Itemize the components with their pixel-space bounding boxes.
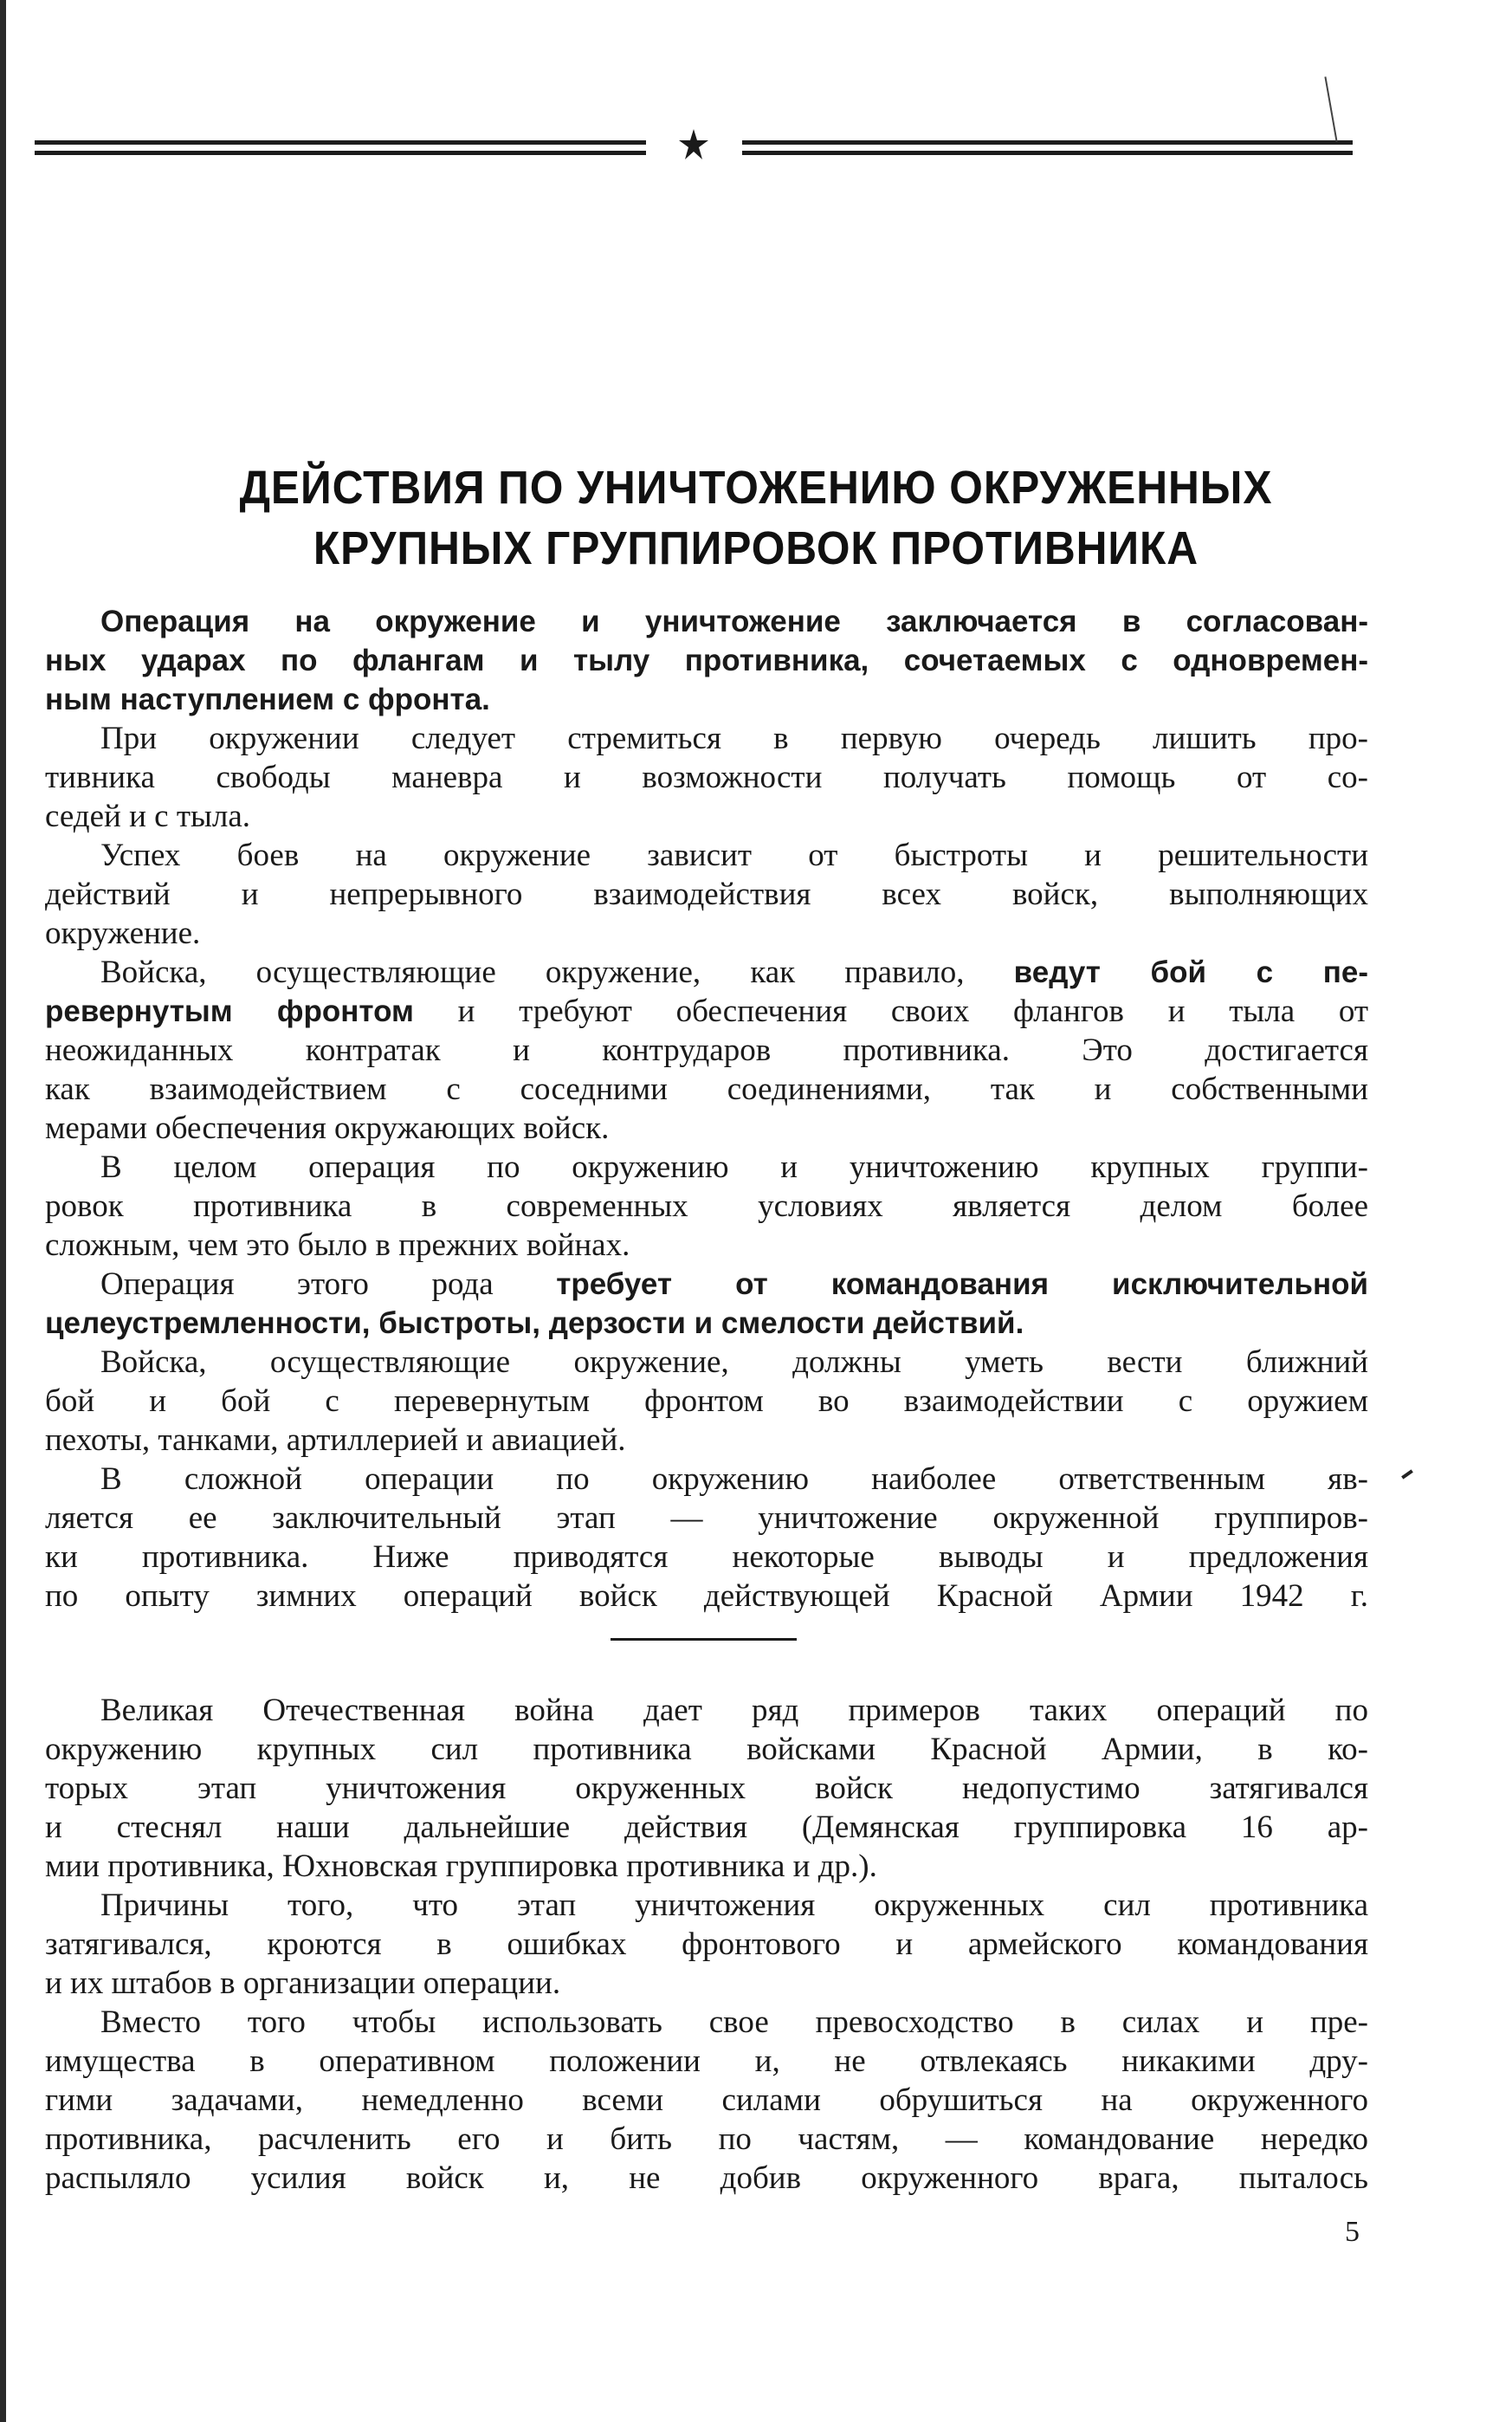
title-line-2: КРУПНЫХ ГРУППИРОВОК ПРОТИВНИКА [313,522,1199,574]
text-line: окружение. [45,916,201,951]
page-title [61,457,1451,579]
text-line: Причины того, что этап уничтожения окруженных сил противника [100,1888,1368,1923]
text-line: ных ударах по флангам и тылу противника, сочетаемых с одновремен- [45,644,1368,677]
text-line: как взаимодействием с соседними соединениями, так и собственными [45,1072,1368,1107]
header-rule-left-bottom [35,151,646,155]
text-line: окружению крупных сил противника войсками Красной Армии, в ко- [45,1732,1368,1767]
text-line: неожиданных контратак и контрударов противника. Это достигается [45,1033,1368,1068]
pencil-tick [1401,1469,1413,1479]
text-line [45,992,1368,1031]
text-line: мии противника, Юхновская группировка противника и др.). [45,1849,877,1884]
text-run: Войска, осуществляющие окружение, как правило, [100,955,965,990]
text-line: Вместо того чтобы использовать свое превосходство в силах и пре- [100,2004,1368,2040]
page-number: 5 [1345,2216,1360,2248]
text-line: распыляло усилия войск и, не добив окруженного врага, пыталось [45,2160,1368,2196]
text-line: седей и с тыла. [45,799,250,834]
text-line: имущества в оперативном положении и, не отвлекаясь никакими дру- [45,2043,1368,2079]
text-line: противника, расчленить его и бить по частям, — командование нередко [45,2121,1368,2157]
text-line: гими задачами, немедленно всеми силами обрушиться на окруженного [45,2082,1368,2118]
text-line: ровок противника в современных условиях является делом более [45,1188,1368,1224]
star-icon [678,127,709,162]
text-line: Операция на окружение и уничтожение заключается в согласован- [100,605,1368,638]
text-run: Операция этого рода [100,1266,494,1302]
text-line: В сложной операции по окружению наиболее ответственным яв- [100,1461,1368,1497]
section-body [45,1691,1368,2198]
section-divider [611,1638,797,1641]
text-line [45,1265,1368,1304]
text-line: ки противника. Ниже приводятся некоторые выводы и предложения [45,1539,1368,1575]
text-run: и требуют обеспечения своих флангов и тыла от [457,994,1369,1029]
text-line: и их штабов в организации операции. [45,1965,561,2001]
pencil-mark [1324,76,1337,141]
section-intro [45,602,1368,1616]
header-rule-right-bottom [742,151,1353,155]
text-line: При окружении следует стремиться в первую очередь лишить про- [100,721,1368,756]
text-line: мерами обеспечения окружающих войск. [45,1111,610,1146]
text-line: пехоты, танками, артиллерией и авиацией. [45,1422,626,1458]
text-line: целеустремленности, быстроты, дерзости и смелости действий. [45,1306,1024,1340]
text-line: сложным, чем это было в прежних войнах. [45,1227,630,1263]
text-line: затягивался, кроются в ошибках фронтового и армейского командования [45,1927,1368,1962]
text-line: Великая Отечественная война дает ряд примеров таких операций по [100,1693,1368,1728]
text-line: бой и бой с перевернутым фронтом во взаимодействии с оружием [45,1383,1368,1419]
text-line: тивника свободы маневра и возможности получать помощь от со- [45,760,1368,795]
scan-edge-shadow [0,0,6,2422]
text-run-bold: ведут бой с пе- [1013,955,1368,989]
text-line: В целом операция по окружению и уничтожению крупных группи- [100,1149,1368,1185]
title-line-1: ДЕЙСТВИЯ ПО УНИЧТОЖЕНИЮ ОКРУЖЕННЫХ [239,462,1273,514]
text-line: ляется ее заключительный этап — уничтожение окруженной группиров- [45,1500,1368,1536]
text-line: Успех боев на окружение зависит от быстроты и решительности [100,838,1368,873]
text-line: действий и непрерывного взаимодействия всех войск, выполняющих [45,877,1368,912]
text-line: по опыту зимних операций войск действующей Красной Армии 1942 г. [45,1578,1368,1614]
text-line: торых этап уничтожения окруженных войск недопустимо затягивался [45,1771,1368,1806]
text-line: и стеснял наши дальнейшие действия (Демянская группировка 16 ар- [45,1810,1368,1845]
header-rule-right-top [742,140,1353,145]
text-line: ным наступлением с фронта. [45,683,490,716]
text-line: Войска, осуществляющие окружение, должны уметь вести ближний [100,1344,1368,1380]
text-run-bold: ревернутым фронтом [45,994,414,1028]
text-line [45,953,1368,992]
text-run-bold: требует от командования исключительной [556,1267,1368,1301]
header-rule-left-top [35,140,646,145]
